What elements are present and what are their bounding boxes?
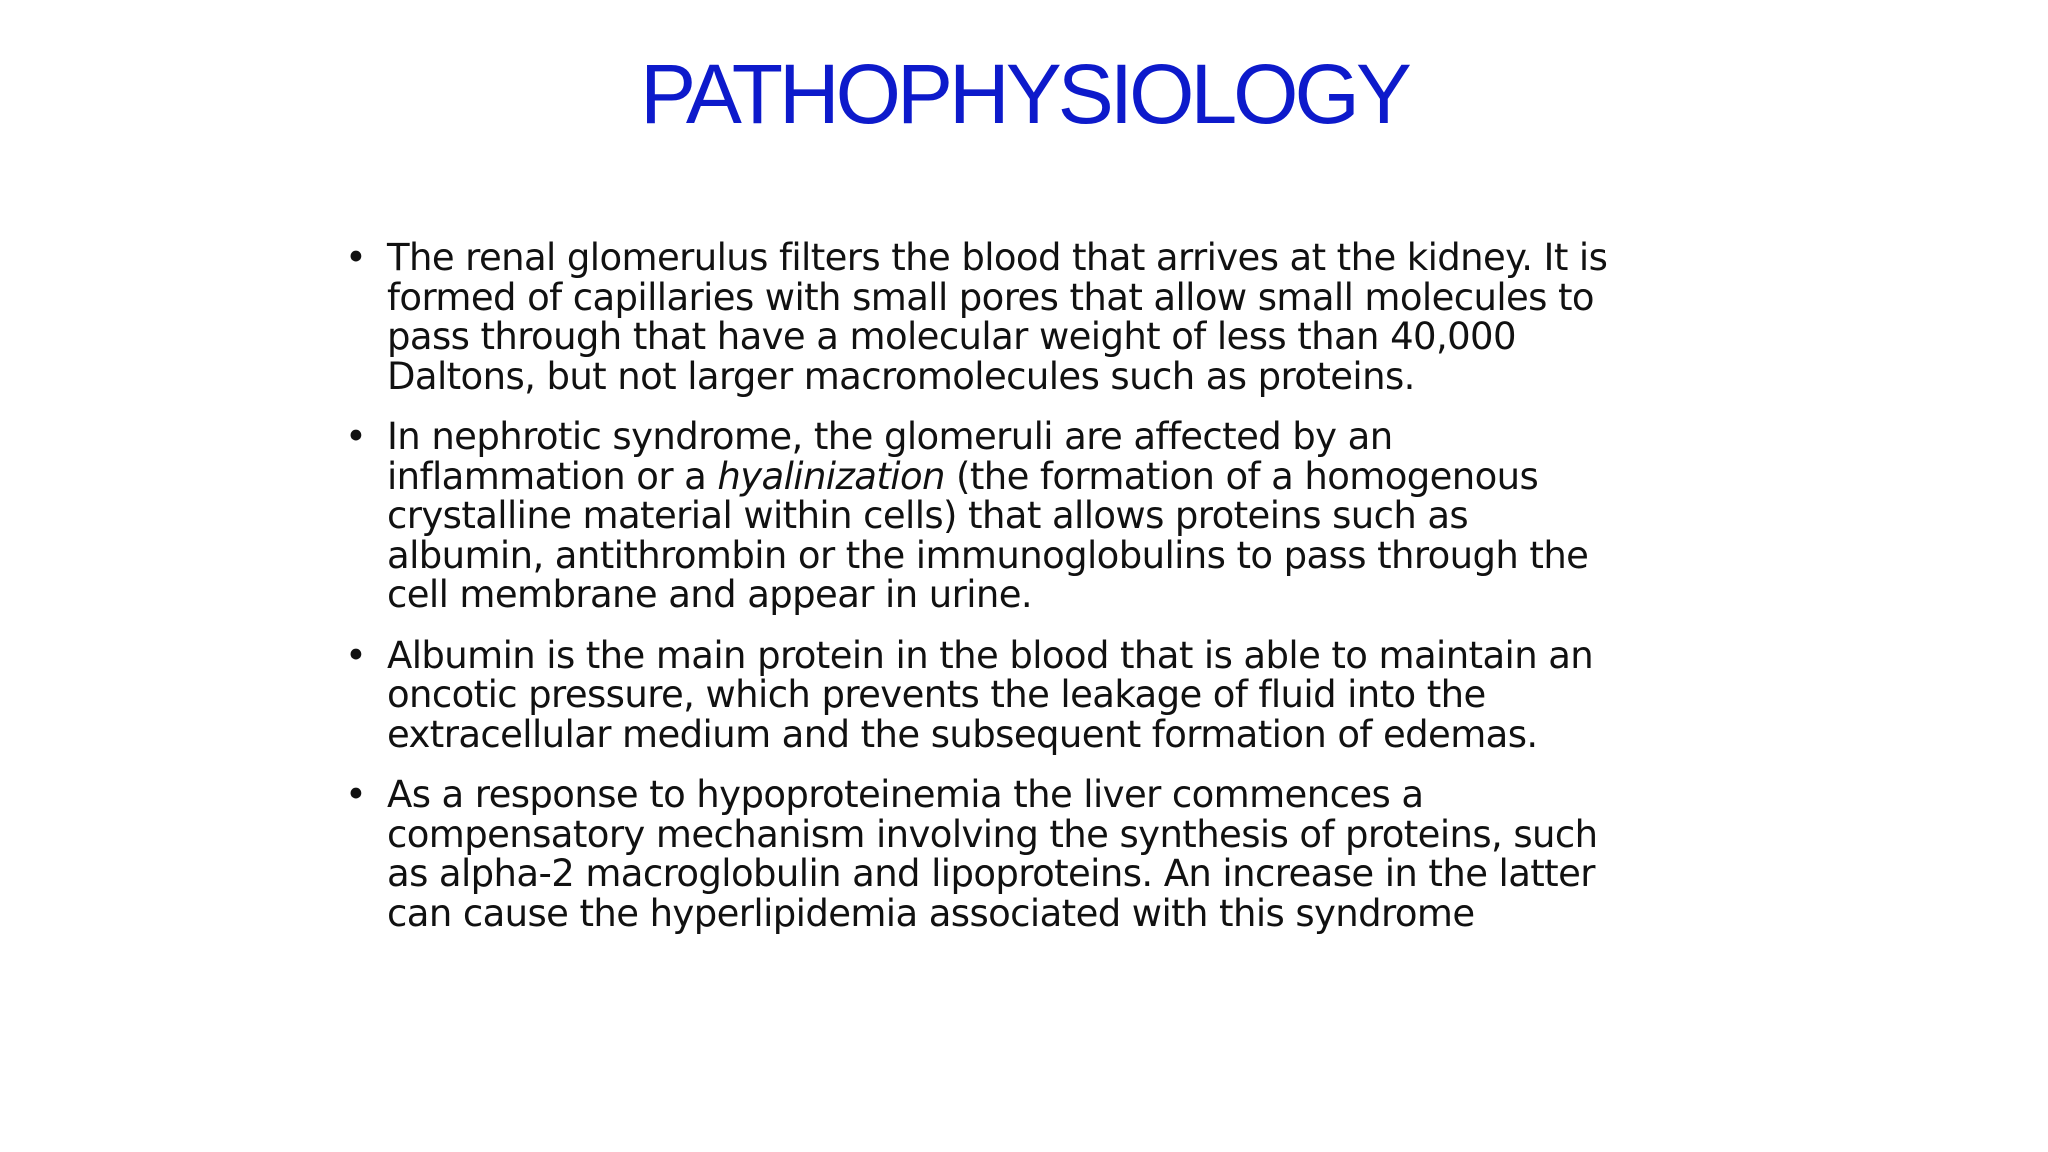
bullet-line: [387, 454, 1690, 498]
bullet-item: [345, 238, 1690, 396]
bullet-line: crystalline material within cells) that allows proteins such as: [387, 494, 1469, 537]
bullet-line: can cause the hyperlipidemia associated with this syndrome: [387, 891, 1475, 935]
italic-term: hyalinization: [717, 454, 945, 498]
bullet-item: [345, 633, 1690, 756]
bullet-line: compensatory mechanism involving the synthesis of proteins, such: [387, 812, 1598, 856]
bullet-marker: •: [345, 415, 367, 458]
bullet-line: albumin, antithrombin or the immunoglobulins to pass through the: [387, 533, 1589, 577]
bullet-marker: •: [345, 236, 367, 279]
bullet-marker: •: [345, 773, 367, 816]
bullet-line: The renal glomerulus filters the blood that arrives at the kidney. It is: [387, 236, 1608, 279]
bullet-list: [345, 238, 1690, 954]
bullet-line: oncotic pressure, which prevents the leakage of fluid into the: [387, 673, 1486, 716]
bullet-line: As a response to hypoproteinemia the liver commences a: [387, 773, 1424, 816]
bullet-marker: •: [345, 633, 367, 677]
bullet-line: as alpha-2 macroglobulin and lipoproteins. An increase in the latter: [387, 852, 1595, 895]
bullet-line: Albumin is the main protein in the blood that is able to maintain an: [387, 633, 1594, 677]
bullet-line: extracellular medium and the subsequent formation of edemas.: [387, 712, 1538, 756]
bullet-item: [345, 417, 1690, 615]
slide-title: PATHOPHYSIOLOGY: [640, 47, 1408, 141]
bullet-text: inflammation or a: [387, 454, 718, 498]
bullet-text: (the formation of a homogenous: [944, 454, 1539, 498]
bullet-item: [345, 775, 1690, 933]
bullet-line: In nephrotic syndrome, the glomeruli are affected by an: [387, 415, 1393, 458]
bullet-line: cell membrane and appear in urine.: [387, 573, 1033, 616]
bullet-line: formed of capillaries with small pores that allow small molecules to: [387, 275, 1594, 319]
bullet-line: pass through that have a molecular weight of less than 40,000: [387, 315, 1516, 358]
bullet-line: Daltons, but not larger macromolecules such as proteins.: [387, 354, 1415, 398]
